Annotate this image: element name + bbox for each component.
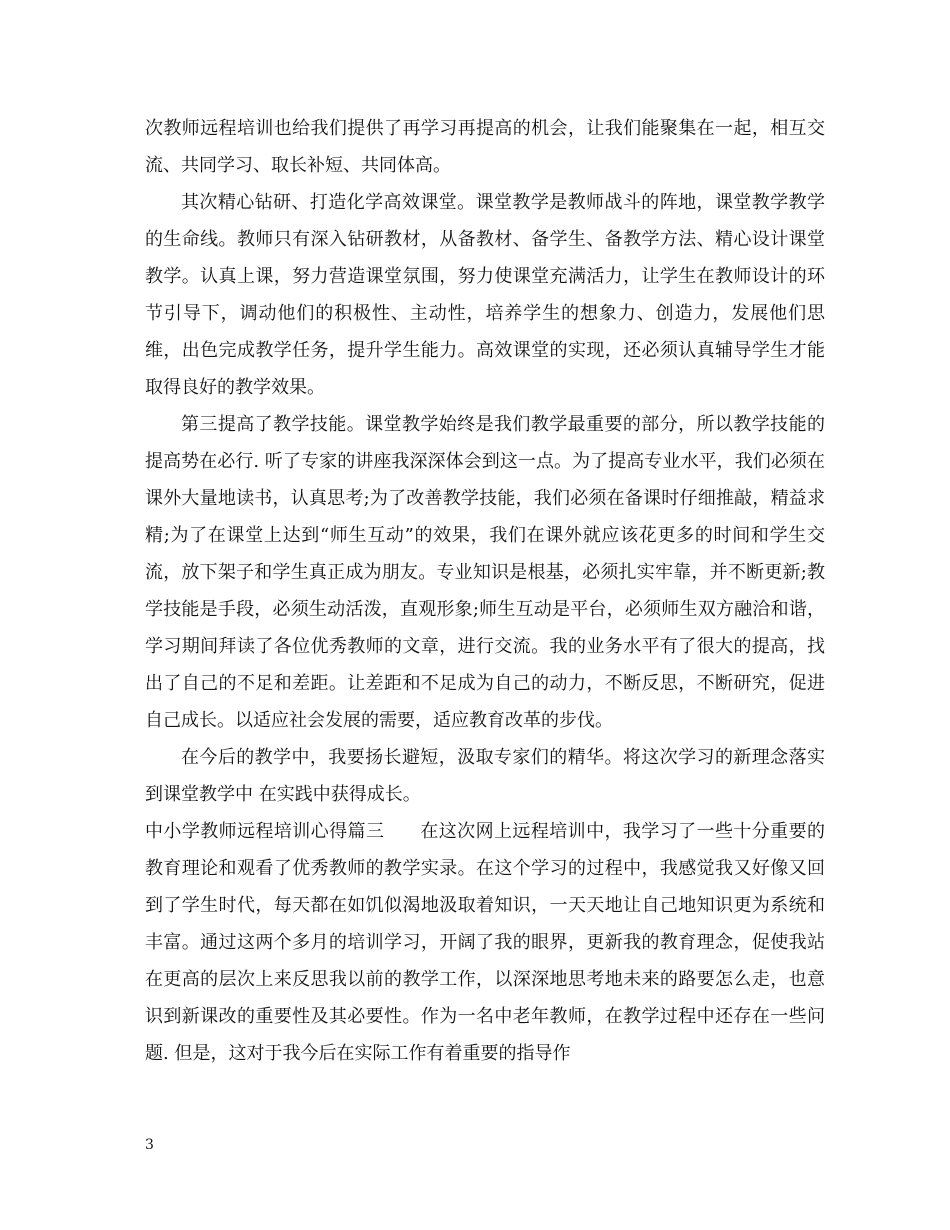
paragraph-skills: 第三提高了教学技能。课堂教学始终是我们教学最重要的部分，所以教学技能的提高势在必行. 听了专家的讲座我深深体会到这一点。为了提高专业水平，我们必须在课外大量地读书，认真思考;为了改善教学技能，我们必须在备课时仔细推敲，精益求精;为了在课堂上达到“师生互动”的效果，我们在课外就应该花更多的时间和学生交流，放下架子和学生真正成为朋友。专业知识是根基，必须扎实牢靠，并不断更新;教学技能是手段，必须生动活泼，直观形象;师生互动是平台，必须师生双方融洽和谐，学习期间拜读了各位优秀教师的文章，进行交流。我的业务水平有了很大的提高，找出了自己的不足和差距。让差距和不足成为自己的动力，不断反思，不断研究，促进自己成长。以适应社会发展的需要，适应教育改革的步伐。 — [145, 414, 825, 731]
body-text — [145, 110, 825, 1072]
paragraph-classroom: 其次精心钻研、打造化学高效课堂。课堂教学是教师战斗的阵地，课堂教学教学的生命线。教师只有深入钻研教材，从备教材、备学生、备教学方法、精心设计课堂教学。认真上课，努力营造课堂氛围，努力使课堂充满活力，让学生在教师设计的环节引导下，调动他们的积极性、主动性，培养学生的想象力、创造力，发展他们思维，出色完成教学任务，提升学生能力。高效课堂的实现，还必须认真辅导学生才能取得良好的教学效果。 — [145, 192, 825, 398]
section-three — [145, 813, 825, 1072]
paragraph-continued: 次教师远程培训也给我们提供了再学习再提高的机会，让我们能聚集在一起，相互交流、共同学习、取长补短、共同体高。 — [145, 118, 825, 176]
section-heading: 中小学教师远程培训心得篇三 — [145, 821, 385, 842]
section-text: 在这次网上远程培训中，我学习了一些十分重要的教育理论和观看了优秀教师的教学实录。在这个学习的过程中，我感觉我又好像又回到了学生时代，每天都在如饥似渴地汲取着知识，一天天地让自己地知识更为系统和丰富。通过这两个多月的培训学习，开阔了我的眼界，更新我的教育理念，促使我站在更高的层次上来反思我以前的教学工作，以深深地思考地未来的路要怎么走，也意识到新课改的重要性及其必要性。作为一名中老年教师，在教学过程中还存在一些问题. 但是，这对于我今后在实际工作有着重要的指导作 — [145, 821, 826, 1064]
page-number: 3 — [145, 1137, 154, 1153]
paragraph-future: 在今后的教学中，我要扬长避短，汲取专家们的精华。将这次学习的新理念落实到课堂教学中 在实践中获得成长。 — [145, 747, 825, 805]
